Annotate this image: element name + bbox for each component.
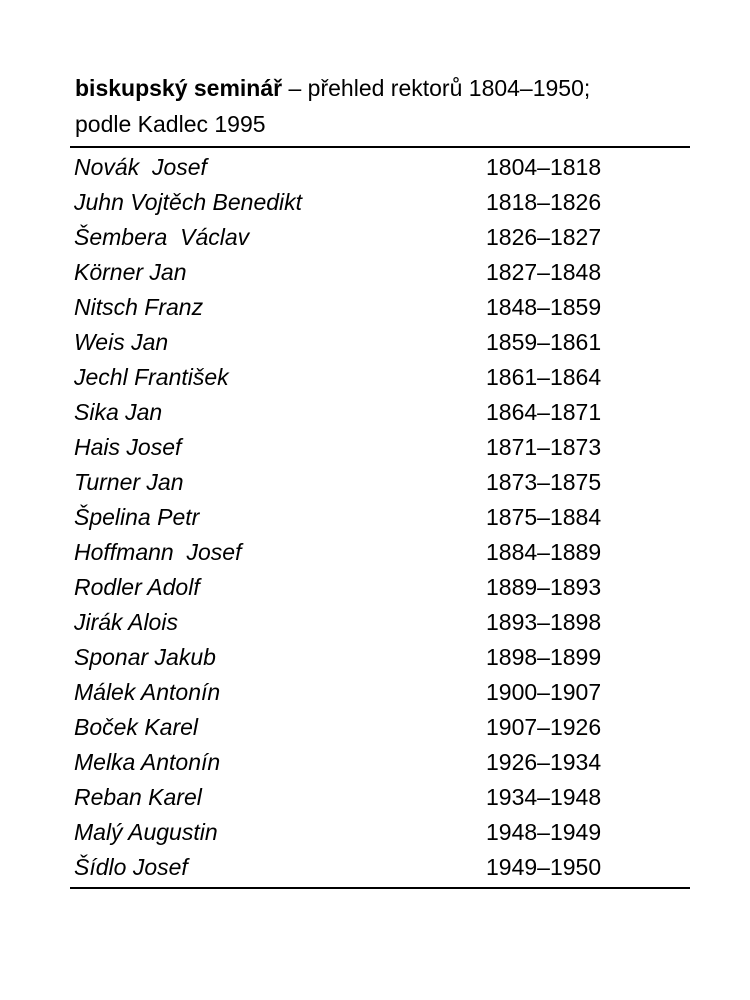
- rector-name: Šídlo Josef: [74, 854, 188, 880]
- rector-name: Špelina Petr: [74, 504, 200, 530]
- rector-years: 1884–1889: [486, 539, 602, 565]
- rector-name: Körner Jan: [74, 259, 187, 285]
- table-row: [70, 605, 690, 640]
- table-row: [70, 290, 690, 325]
- table-row: [70, 780, 690, 815]
- rector-name: Hais Josef: [74, 434, 182, 460]
- table-row: [70, 535, 690, 570]
- table-row: [70, 640, 690, 675]
- rector-name: Reban Karel: [74, 784, 202, 810]
- rector-name: Juhn Vojtěch Benedikt: [74, 189, 303, 215]
- rector-name: Sika Jan: [74, 399, 163, 425]
- table-row: [70, 255, 690, 290]
- rector-name: Jechl František: [74, 364, 229, 390]
- table-row: [70, 325, 690, 360]
- table-row: [70, 850, 690, 885]
- rector-years: 1873–1875: [486, 469, 602, 495]
- rector-years: 1893–1898: [486, 609, 602, 635]
- rector-years: 1926–1934: [486, 749, 602, 775]
- table-row: [70, 675, 690, 710]
- rector-years: 1826–1827: [486, 224, 602, 250]
- rector-name: Novák Josef: [74, 154, 207, 180]
- rector-years: 1900–1907: [486, 679, 602, 705]
- rector-years: 1889–1893: [486, 574, 602, 600]
- rector-years: 1864–1871: [486, 399, 602, 425]
- caption-source: podle Kadlec 1995: [75, 111, 266, 137]
- rector-name: Rodler Adolf: [74, 574, 200, 600]
- rector-years: 1949–1950: [486, 854, 602, 880]
- table-row: [70, 815, 690, 850]
- rector-name: Sponar Jakub: [74, 644, 216, 670]
- rector-years: 1804–1818: [486, 154, 602, 180]
- rector-name: Šembera Václav: [74, 224, 250, 250]
- table-row: [70, 185, 690, 220]
- rector-name: Turner Jan: [74, 469, 184, 495]
- table-row: [70, 150, 690, 185]
- table-row: [70, 465, 690, 500]
- rector-years: 1934–1948: [486, 784, 602, 810]
- rector-years: 1871–1873: [486, 434, 602, 460]
- rector-years: 1861–1864: [486, 364, 602, 390]
- rector-name: Boček Karel: [74, 714, 199, 740]
- rector-name: Hoffmann Josef: [74, 539, 242, 565]
- table-caption: [75, 70, 695, 142]
- rector-name: Malý Augustin: [74, 819, 218, 845]
- rector-name: Málek Antonín: [74, 679, 221, 705]
- table-row: [70, 500, 690, 535]
- rector-name: Melka Antonín: [74, 749, 221, 775]
- table-row: [70, 395, 690, 430]
- caption-line-1: [75, 70, 695, 106]
- rector-years: 1875–1884: [486, 504, 602, 530]
- rector-years: 1848–1859: [486, 294, 602, 320]
- rector-years: 1948–1949: [486, 819, 602, 845]
- rector-years: 1818–1826: [486, 189, 602, 215]
- rector-years: 1898–1899: [486, 644, 602, 670]
- rectors-table: [70, 146, 690, 889]
- table-row: [70, 710, 690, 745]
- table-row: [70, 430, 690, 465]
- rector-name: Jirák Alois: [74, 609, 178, 635]
- table-row: [70, 570, 690, 605]
- table-row: [70, 220, 690, 255]
- rector-name: Nitsch Franz: [74, 294, 204, 320]
- rector-name: Weis Jan: [74, 329, 169, 355]
- caption-title: biskupský seminář: [75, 75, 283, 101]
- rector-years: 1859–1861: [486, 329, 602, 355]
- rector-years: 1827–1848: [486, 259, 602, 285]
- caption-subtitle: – přehled rektorů 1804–1950;: [282, 75, 591, 101]
- rector-years: 1907–1926: [486, 714, 602, 740]
- table-row: [70, 360, 690, 395]
- table-row: [70, 745, 690, 780]
